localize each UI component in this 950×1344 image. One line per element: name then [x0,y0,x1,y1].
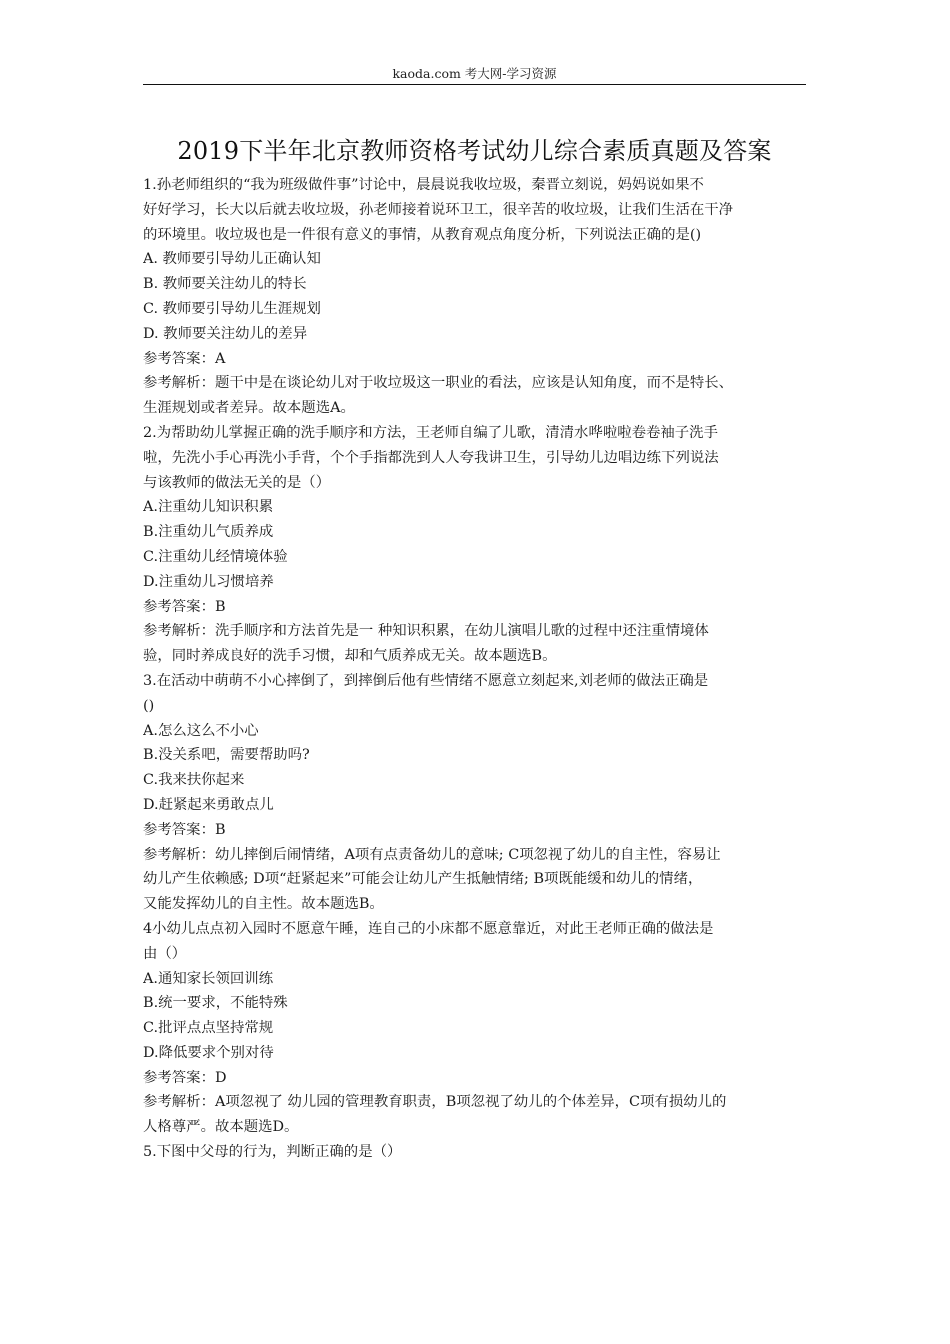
answer-option: D. 教师要关注幼儿的差异 [143,325,308,342]
explanation-line: 人格尊严。故本题选D。 [143,1119,299,1136]
answer-option: D.降低要求个别对待 [143,1044,274,1061]
page-header: kaoda.com 考大网-学习资源 [392,66,557,81]
document-body [143,173,808,1165]
reference-answer: 参考答案：B [143,598,226,615]
answer-option: C.批评点点坚持常规 [143,1020,274,1037]
reference-answer: 参考答案：B [143,821,226,838]
explanation-line: 参考解析：A项忽视了 幼儿园的管理教育职责，B项忽视了幼儿的个体差异，C项有损幼儿的 [143,1094,727,1111]
explanation-line: 验，同时养成良好的洗手习惯，却和气质养成无关。故本题选B。 [143,648,557,665]
explanation-line: 生涯规划或者差异。故本题选A。 [143,400,355,417]
answer-option: B.注重幼儿气质养成 [143,524,274,541]
reference-answer: 参考答案：D [143,1069,227,1086]
text-line: 啦，先洗小手心再洗小手背，个个手指都洗到人人夸我讲卫生，引导幼儿边唱边练下列说法 [143,449,719,466]
answer-option: C.注重幼儿经情境体验 [143,548,288,565]
explanation-line: 参考解析：洗手顺序和方法首先是一 种知识积累，在幼儿演唱儿歌的过程中还注重情境体 [143,623,709,640]
text-line: 好好学习，长大以后就去收垃圾，孙老师接着说环卫工，很辛苦的收垃圾，让我们生活在干净 [143,201,734,218]
answer-option: C.我来扶你起来 [143,772,245,789]
text-line: 与该教师的做法无关的是（） [143,474,331,491]
answer-option: B.统一要求，不能特殊 [143,995,288,1012]
text-line: 1.孙老师组织的“我为班级做件事”讨论中，晨晨说我收垃圾，秦晋立刻说，妈妈说如果不 [143,177,704,193]
answer-option: D.注重幼儿习惯培养 [143,573,274,590]
text-line: 由（） [143,945,187,962]
answer-option: B. 教师要关注幼儿的特长 [143,276,307,293]
explanation-line: 又能发挥幼儿的自主性。故本题选B。 [143,896,384,913]
reference-answer: 参考答案：A [143,350,226,367]
explanation-line: 幼儿产生依赖感; D项“赶紧起来”可能会让幼儿产生抵触情绪; B项既能缓和幼儿的情绪， [143,871,703,888]
answer-option: C. 教师要引导幼儿生涯规划 [143,300,321,317]
text-line: () [143,697,155,714]
text-line: 2.为帮助幼儿掌握正确的洗手顺序和方法，王老师自编了儿歌，清清水哗啦啦卷卷袖子洗手 [143,424,718,441]
explanation-line: 参考解析：幼儿摔倒后闹情绪，A项有点责备幼儿的意味; C项忽视了幼儿的自主性，容易让 [143,846,721,863]
text-line: 3.在活动中萌萌不小心摔倒了，到摔倒后他有些情绪不愿意立刻起来,刘老师的做法正确是 [143,672,709,689]
header-divider [143,84,806,85]
text-line: 5.下图中父母的行为，判断正确的是（） [143,1144,402,1161]
answer-option: A.注重幼儿知识积累 [143,499,274,516]
answer-option: A.通知家长领回训练 [143,970,274,987]
answer-option: A.怎么这么不小心 [143,722,259,739]
text-line: 4小幼儿点点初入园时不愿意午睡，连自己的小床都不愿意靠近，对此王老师正确的做法是 [143,920,714,937]
answer-option: A. 教师要引导幼儿正确认知 [143,251,321,268]
text-line: 的环境里。收垃圾也是一件很有意义的事情，从教育观点角度分析，下列说法正确的是() [143,226,702,243]
explanation-line: 参考解析：题干中是在谈论幼儿对于收垃圾这一职业的看法，应该是认知角度，而不是特长、 [143,375,734,392]
answer-option: B.没关系吧，需要帮助吗? [143,747,310,764]
document-title: 2019下半年北京教师资格考试幼儿综合素质真题及答案 [177,137,772,165]
answer-option: D.赶紧起来勇敢点儿 [143,796,274,813]
